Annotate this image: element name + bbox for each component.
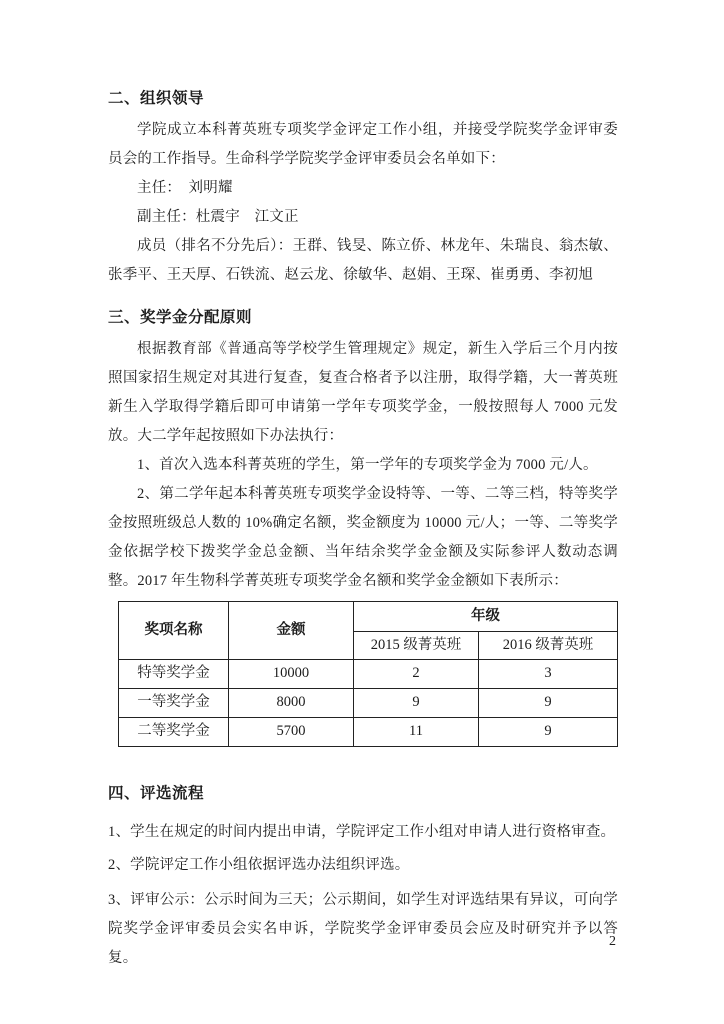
org-members-paragraph: 成员（排名不分先后）：王群、钱旻、陈立侨、林龙年、朱瑞良、翁杰敏、张季平、王天厚、石铁流、赵云龙、徐敏华、赵娟、王琛、崔勇勇、李初旭 <box>108 238 618 283</box>
allocation-intro-paragraph: 根据教育部《普通高等学校学生管理规定》规定，新生入学后三个月内按照国家招生规定对其进行复查，复查合格者予以注册，取得学籍，大一菁英班新生入学取得学籍后即可申请第一学年专项奖学金，一般按照每人 7000 元发放。大二学年起按照如下办法执行： <box>108 341 618 444</box>
process-item-1: 1、学生在规定的时间内提出申请，学院评定工作小组对申请人进行资格审查。 <box>108 824 616 840</box>
process-item-2: 2、学院评定工作小组依据评选办法组织评选。 <box>108 857 410 873</box>
table-cell-award: 特等奖学金 <box>119 660 229 689</box>
table-cell-grade-2015: 2 <box>354 660 479 689</box>
section-heading-organization: 二、组织领导 <box>108 90 205 107</box>
table-cell-award: 一等奖学金 <box>119 689 229 718</box>
table-header-grade-2015: 2015 级菁英班 <box>354 632 479 660</box>
table-row <box>119 718 618 747</box>
table-cell-grade-2016: 9 <box>479 718 618 747</box>
allocation-item-2: 2、第二学年起本科菁英班专项奖学金设特等、一等、二等三档，特等奖学金按照班级总人数的 10%确定名额，奖金额度为 10000 元/人；一等、二等奖学金依据学校下拨奖学金总金额、当年结余奖学金金额及实际参评人数动态调整。2017 年生物科学菁英班专项奖学金名额和奖学金金额如下表所示： <box>108 486 618 589</box>
page-number: 2 <box>609 934 616 949</box>
section-heading-process: 四、评选流程 <box>108 785 205 802</box>
table-header-amount: 金额 <box>229 602 354 660</box>
org-deputy-line: 副主任：杜震宇 江文正 <box>137 209 299 225</box>
table-header-row-top <box>119 602 618 632</box>
table-header-award-name: 奖项名称 <box>119 602 229 660</box>
section-heading-allocation: 三、奖学金分配原则 <box>108 309 253 326</box>
table-cell-amount: 8000 <box>229 689 354 718</box>
table-cell-grade-2015: 11 <box>354 718 479 747</box>
table-cell-grade-2016: 9 <box>479 689 618 718</box>
document-content <box>108 84 618 973</box>
table-cell-award: 二等奖学金 <box>119 718 229 747</box>
table-header-grade-group: 年级 <box>354 602 618 632</box>
table-cell-grade-2016: 3 <box>479 660 618 689</box>
allocation-item-1: 1、首次入选本科菁英班的学生，第一学年的专项奖学金为 7000 元/人。 <box>137 457 598 473</box>
table-header-grade-2016: 2016 级菁英班 <box>479 632 618 660</box>
scholarship-table <box>118 601 618 747</box>
table-cell-amount: 5700 <box>229 718 354 747</box>
process-item-3: 3、评审公示：公示时间为三天；公示期间，如学生对评选结果有异议，可向学院奖学金评审委员会实名申诉，学院奖学金评审委员会应及时研究并予以答复。 <box>108 892 618 966</box>
table-cell-amount: 10000 <box>229 660 354 689</box>
table-row <box>119 660 618 689</box>
table-row <box>119 689 618 718</box>
org-intro-paragraph: 学院成立本科菁英班专项奖学金评定工作小组，并接受学院奖学金评审委员会的工作指导。生命科学学院奖学金评审委员会名单如下： <box>108 122 618 167</box>
table-cell-grade-2015: 9 <box>354 689 479 718</box>
org-director-line: 主任： 刘明耀 <box>137 180 233 196</box>
